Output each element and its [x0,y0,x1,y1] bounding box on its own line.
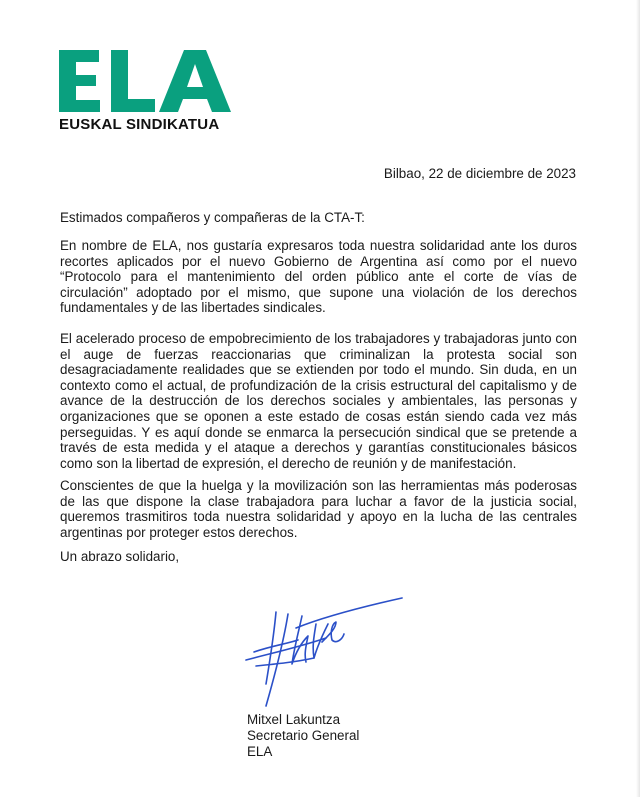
page-edge-shadow [636,0,640,797]
body-paragraph-1: En nombre de ELA, nos gustaría expresaros toda nuestra solidaridad ante los duros recortes aplicados por el nuevo Gobierno de Argentina así como por el nuevo “Protocolo para el mantenimiento del orden público ante el corte de vías de circulación” adoptado por el mismo, que supone una violación de los derechos fundamentales y de las libertades sindicales. [60,238,577,316]
ela-logo [59,50,239,133]
body-paragraph-3: Conscientes de que la huelga y la movilización son las herramientas más poderosas de las que dispone la clase trabajadora para luchar a favor de la justicia social, queremos trasmitiros toda nuestra solidaridad y apoyo en la lucha de las centrales argentinas por proteger estos derechos. [60,478,577,540]
signer-title: Secretario General [247,728,360,743]
ela-logo-mark [59,50,237,112]
date-line: Bilbao, 22 de diciembre de 2023 [383,166,576,181]
closing-line: Un abrazo solidario, [60,549,180,564]
body-paragraph-2: El acelerado proceso de empobrecimiento de los trabajadores y trabajadoras junto con el auge de fuerzas reaccionarias que criminalizan la protesta social son desagraciadamente realidades que se extienden por todo el mundo. Sin duda, en un contexto como el actual, de profundización de la crisis estructural del capitalismo y de avance de la destrucción de los derechos sociales y ambientales, las personas y organizaciones que se oponen a este estado de cosas están siendo cada vez más perseguidas. Y es aquí donde se enmarca la persecución sindical que se pretende a través de esta medida y el ataque a derechos y garantías constitucionales básicos como son la libertad de expresión, el derecho de reunión y de manifestación. [60,331,577,471]
signer-name: Mitxel Lakuntza [247,712,341,727]
handwritten-signature [236,594,406,717]
signer-block [247,712,359,760]
logo-subtitle: EUSKAL SINDIKATUA [59,116,220,133]
greeting: Estimados compañeros y compañeras de la CTA-T: [60,210,365,225]
signer-organization: ELA [247,744,273,759]
